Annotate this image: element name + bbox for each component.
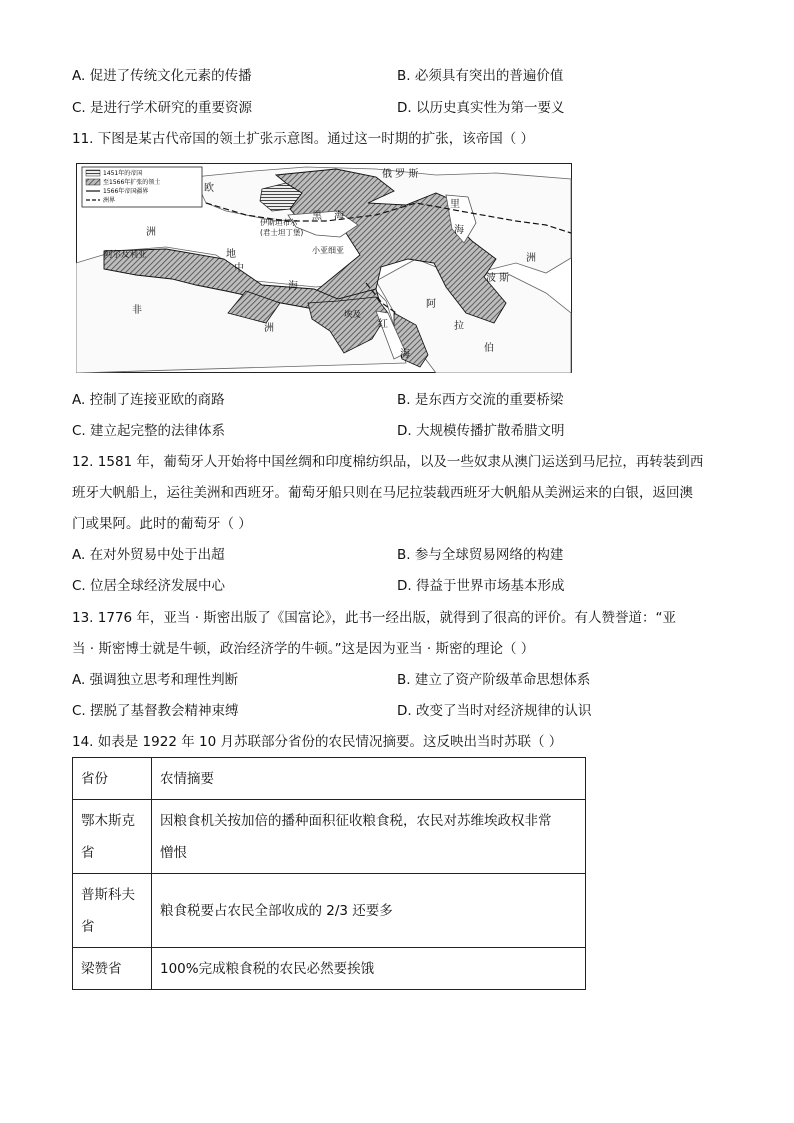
label-europe-2: 洲 [146, 227, 156, 238]
label-caspian-2: 海 [454, 225, 464, 236]
q10-option-c: C. 是进行学术研究的重要资源 [72, 100, 253, 116]
q11-option-c: C. 建立起完整的法律体系 [72, 423, 226, 439]
table-header-row [73, 758, 586, 800]
label-red-1: 红 [378, 319, 388, 330]
province-line2: 省 [81, 844, 95, 861]
q10-option-d: D. 以历史真实性为第一要义 [397, 100, 565, 116]
label-black-sea: 海 [334, 211, 344, 222]
table-row [73, 948, 586, 990]
label-arabia-2: 拉 [454, 321, 464, 332]
label-egypt: 埃及 [344, 310, 362, 320]
province-line1: 鄂木斯克 [81, 812, 135, 829]
table-row [73, 800, 586, 874]
q13-option-c: C. 摆脱了基督教会精神束缚 [72, 703, 239, 719]
q11-option-b: B. 是东西方交流的重要桥梁 [397, 392, 564, 408]
label-istanbul-2: (君士坦丁堡) [260, 228, 304, 237]
label-asia: 洲 [526, 253, 536, 264]
q10-option-a: A. 促进了传统文化元素的传播 [72, 68, 252, 84]
summary-line2: 憎恨 [160, 844, 187, 861]
q11-option-a: A. 控制了连接亚欧的商路 [72, 392, 225, 408]
table-cell-summary: 粮食税要占农民全部收成的 2/3 还要多 [152, 874, 586, 948]
peasant-situation-table [72, 757, 586, 990]
q13-option-a: A. 强调独立思考和理性判断 [72, 672, 239, 688]
q12-stem-line2: 班牙大帆船上，运往美洲和西班牙。葡萄牙船只则在马尼拉装载西班牙大帆船从美洲运来的白银，返回澳 [72, 485, 693, 501]
label-africa-1: 非 [132, 305, 142, 316]
label-arabia-3: 伯 [484, 343, 494, 354]
label-anatolia: 小亚细亚 [312, 246, 344, 255]
q12-stem-line3: 门或果阿。此时的葡萄牙（ ） [72, 516, 252, 532]
label-black: 黑 [312, 211, 322, 222]
label-caspian-1: 里 [450, 199, 460, 210]
label-algeria: 阿尔及利亚 [104, 250, 147, 260]
legend-item-1: 1451年的帝国 [103, 170, 143, 177]
label-arabia-1: 阿 [426, 299, 436, 310]
table-header-province: 省份 [73, 758, 152, 800]
legend-item-3: 1566年帝国疆界 [103, 188, 149, 195]
q11-option-d: D. 大规模传播扩散希腊文明 [397, 423, 565, 439]
table-cell-summary: 100%完成粮食税的农民必然要挨饿 [152, 948, 586, 990]
ottoman-expansion-map [76, 163, 572, 373]
label-africa-2: 洲 [264, 323, 274, 334]
legend-expansion-swatch [86, 179, 100, 185]
province-line1: 普斯科夫 [81, 886, 135, 903]
legend-1451-swatch [86, 170, 100, 176]
label-persia: 波 斯 [486, 273, 510, 284]
q12-option-d: D. 得益于世界市场基本形成 [397, 578, 565, 594]
legend-item-4: 洲界 [103, 197, 116, 204]
q12-option-b: B. 参与全球贸易网络的构建 [397, 547, 564, 563]
label-russia: 俄 罗 斯 [382, 169, 419, 180]
label-med-1: 地 [226, 249, 236, 260]
table-cell-province [73, 800, 152, 874]
q12-stem-line1: 12. 1581 年，葡萄牙人开始将中国丝绸和印度棉纺织品，以及一些奴隶从澳门运送到马尼拉，再转装到西 [72, 454, 704, 470]
q13-option-d: D. 改变了当时对经济规律的认识 [397, 703, 592, 719]
q13-stem-line1: 13. 1776 年，亚当 · 斯密出版了《国富论》，此书一经出版，就得到了很高的评价。有人赞誉道：“亚 [72, 610, 677, 626]
q11-stem: 11. 下图是某古代帝国的领土扩张示意图。通过这一时期的扩张，该帝国（ ） [72, 131, 535, 147]
q10-option-b: B. 必须具有突出的普遍价值 [397, 68, 564, 84]
q12-option-c: C. 位居全球经济发展中心 [72, 578, 226, 594]
table-cell-summary [152, 800, 586, 874]
table-cell-province: 梁赞省 [73, 948, 152, 990]
table-header-summary: 农情摘要 [152, 758, 586, 800]
label-istanbul-1: 伊斯坦布尔 [260, 218, 298, 227]
label-med-3: 海 [288, 281, 298, 292]
label-europe-1: 欧 [204, 183, 214, 194]
q13-stem-line2: 当 · 斯密博士就是牛顿，政治经济学的牛顿。”这是因为亚当 · 斯密的理论（ ） [72, 641, 535, 657]
province-line2: 省 [81, 918, 95, 935]
q12-option-a: A. 在对外贸易中处于出超 [72, 547, 225, 563]
table-cell-province [73, 874, 152, 948]
q14-stem: 14. 如表是 1922 年 10 月苏联部分省份的农民情况摘要。这反映出当时苏联（ ） [72, 734, 563, 750]
q13-option-b: B. 建立了资产阶级革命思想体系 [397, 672, 591, 688]
table-row [73, 874, 586, 948]
label-red-2: 海 [400, 349, 410, 360]
label-med-2: 中 [234, 263, 244, 274]
summary-line1: 因粮食机关按加倍的播种面积征收粮食税，农民对苏维埃政权非常 [160, 812, 552, 829]
legend-item-2: 至1566年扩张的领土 [103, 179, 161, 186]
